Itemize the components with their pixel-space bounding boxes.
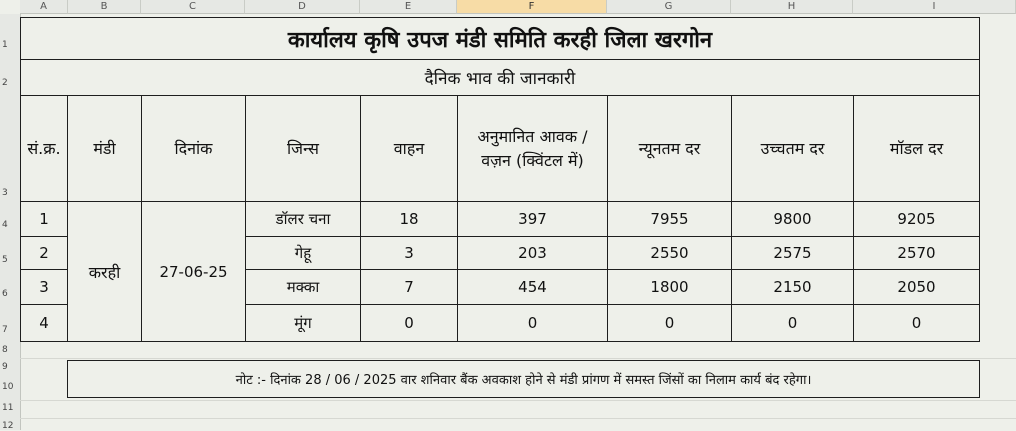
header-arrival[interactable]: अनुमानित आवक / वज़न (क्विंटल में): [457, 95, 608, 202]
row-number-2[interactable]: 2: [2, 78, 8, 88]
row-2-min-rate[interactable]: 2550: [607, 236, 732, 270]
row-1-serial[interactable]: 1: [20, 201, 68, 237]
header-serial-no[interactable]: सं.क्र.: [20, 95, 68, 202]
column-header-a[interactable]: A: [20, 0, 68, 14]
row-2-vehicles[interactable]: 3: [360, 236, 458, 270]
column-header-i[interactable]: I: [853, 0, 1016, 14]
mandi-cell[interactable]: करही: [67, 201, 142, 342]
row-3-vehicles[interactable]: 7: [360, 269, 458, 305]
row-4-vehicles[interactable]: 0: [360, 304, 458, 342]
column-header-f[interactable]: F: [457, 0, 607, 14]
gridline: [20, 400, 1016, 401]
row-number-10[interactable]: 10: [2, 382, 14, 392]
row-4-modal-rate[interactable]: 0: [853, 304, 980, 342]
column-header-c[interactable]: C: [141, 0, 245, 14]
report-subtitle[interactable]: दैनिक भाव की जानकारी: [20, 59, 980, 96]
row-1-min-rate[interactable]: 7955: [607, 201, 732, 237]
column-header-g[interactable]: G: [607, 0, 731, 14]
header-modal-rate[interactable]: मॉडल दर: [853, 95, 980, 202]
row-2-max-rate[interactable]: 2575: [731, 236, 854, 270]
row-number-6[interactable]: 6: [2, 289, 8, 299]
row-number-1[interactable]: 1: [2, 40, 8, 50]
header-mandi[interactable]: मंडी: [67, 95, 142, 202]
row-1-commodity[interactable]: डॉलर चना: [245, 201, 361, 237]
row-number-4[interactable]: 4: [2, 220, 8, 230]
row-number-12[interactable]: 12: [2, 421, 14, 431]
row-number-11[interactable]: 11: [2, 403, 14, 413]
row-1-arrival[interactable]: 397: [457, 201, 608, 237]
row-4-min-rate[interactable]: 0: [607, 304, 732, 342]
row-2-arrival[interactable]: 203: [457, 236, 608, 270]
column-header-h[interactable]: H: [731, 0, 853, 14]
holiday-note[interactable]: नोट :- दिनांक 28 / 06 / 2025 वार शनिवार बैंक अवकाश होने से मंडी प्रांगण में समस्त जिंसों का निलाम कार्य बंद रहेगा।: [67, 360, 980, 398]
row-1-vehicles[interactable]: 18: [360, 201, 458, 237]
header-max-rate[interactable]: उच्चतम दर: [731, 95, 854, 202]
gridline: [20, 358, 1016, 359]
row-number-9[interactable]: 9: [2, 362, 8, 372]
row-number-8[interactable]: 8: [2, 345, 8, 355]
date-cell[interactable]: 27-06-25: [141, 201, 246, 342]
row-2-serial[interactable]: 2: [20, 236, 68, 270]
row-3-commodity[interactable]: मक्का: [245, 269, 361, 305]
header-vehicles[interactable]: वाहन: [360, 95, 458, 202]
row-4-serial[interactable]: 4: [20, 304, 68, 342]
row-1-max-rate[interactable]: 9800: [731, 201, 854, 237]
row-2-commodity[interactable]: गेहू: [245, 236, 361, 270]
column-header-b[interactable]: B: [68, 0, 141, 14]
report-title[interactable]: कार्यालय कृषि उपज मंडी समिति करही जिला खरगोन: [20, 17, 980, 60]
row-4-commodity[interactable]: मूंग: [245, 304, 361, 342]
gridline: [20, 418, 1016, 419]
header-date[interactable]: दिनांक: [141, 95, 246, 202]
row-3-serial[interactable]: 3: [20, 269, 68, 305]
row-3-modal-rate[interactable]: 2050: [853, 269, 980, 305]
row-number-5[interactable]: 5: [2, 255, 8, 265]
column-header-d[interactable]: D: [245, 0, 360, 14]
row-3-max-rate[interactable]: 2150: [731, 269, 854, 305]
row-4-max-rate[interactable]: 0: [731, 304, 854, 342]
row-4-arrival[interactable]: 0: [457, 304, 608, 342]
row-3-arrival[interactable]: 454: [457, 269, 608, 305]
row-number-7[interactable]: 7: [2, 325, 8, 335]
row-number-3[interactable]: 3: [2, 188, 8, 198]
header-min-rate[interactable]: न्यूनतम दर: [607, 95, 732, 202]
header-commodity[interactable]: जिन्स: [245, 95, 361, 202]
row-3-min-rate[interactable]: 1800: [607, 269, 732, 305]
column-header-e[interactable]: E: [360, 0, 457, 14]
row-1-modal-rate[interactable]: 9205: [853, 201, 980, 237]
row-2-modal-rate[interactable]: 2570: [853, 236, 980, 270]
